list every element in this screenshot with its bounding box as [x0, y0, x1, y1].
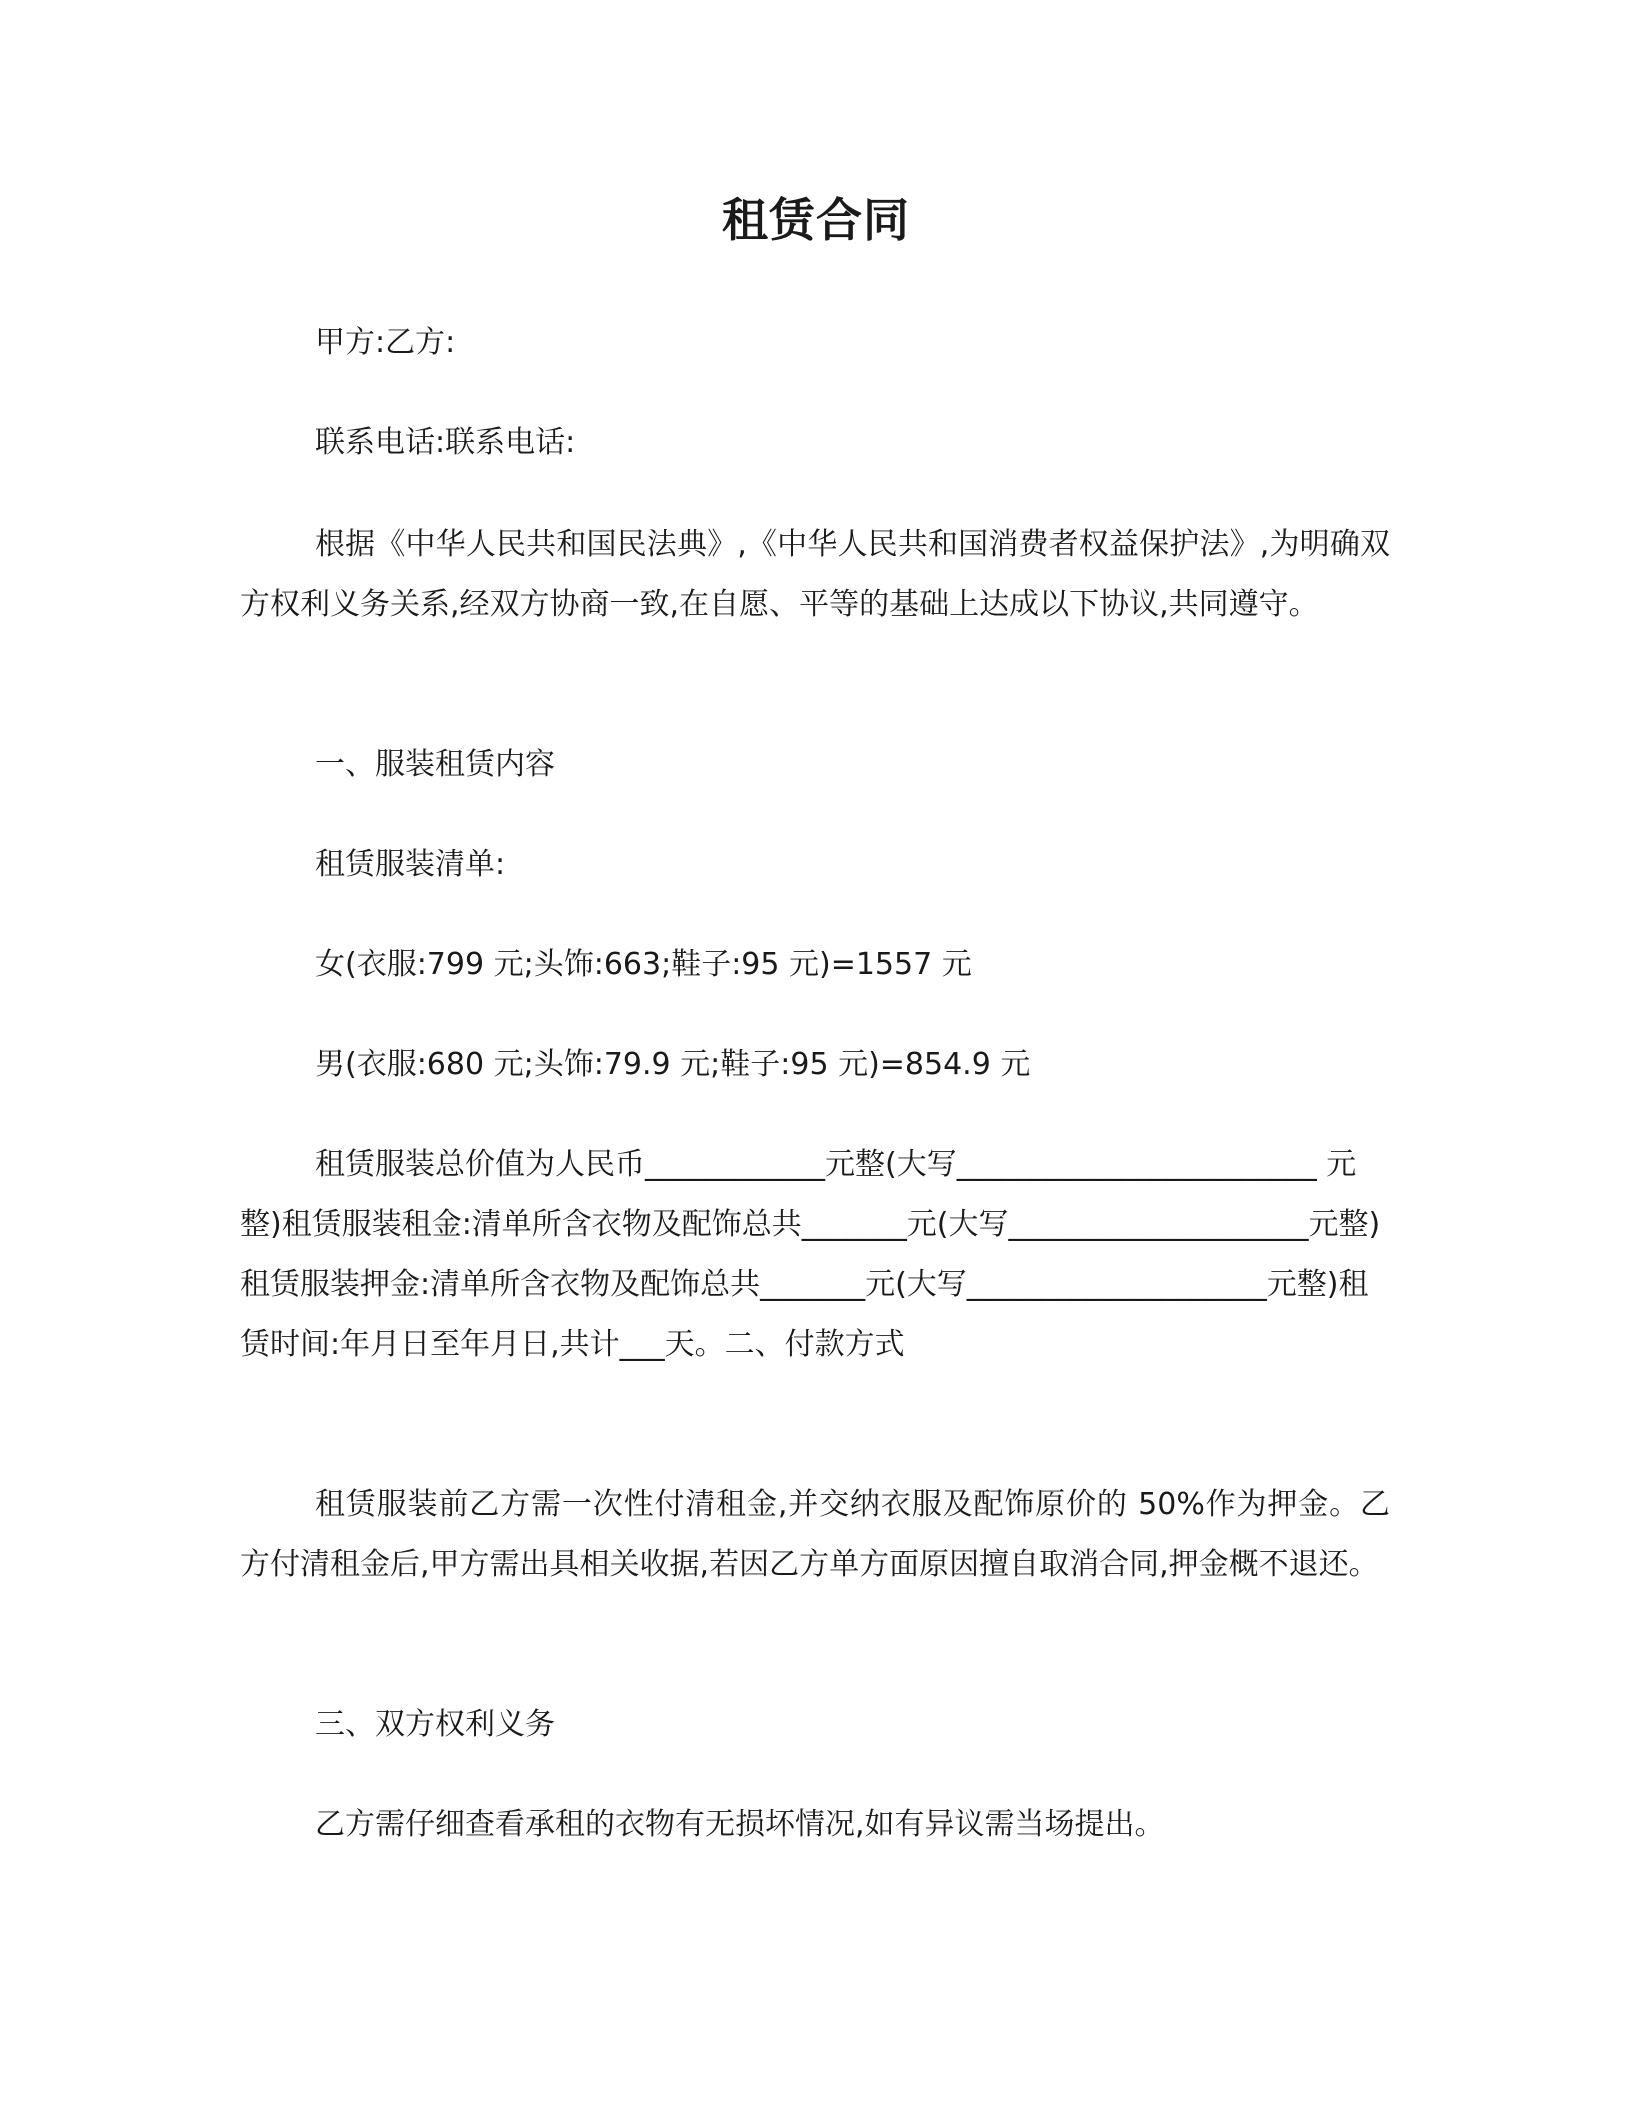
obligation-line: 乙方需仔细查看承租的衣物有无损坏情况,如有异议需当场提出。 [315, 1807, 1165, 1842]
section-3-heading: 三、双方权利义务 [315, 1707, 555, 1742]
preamble-paragraph: 根据《中华人民共和国民法典》,《中华人民共和国消费者权益保护法》,为明确双方权利义务关系,经双方协商一致,在自愿、平等的基础上达成以下协议,共同遵守。 [240, 527, 1390, 622]
rental-list-heading: 租赁服装清单: [315, 847, 506, 882]
document-title: 租赁合同 [722, 193, 910, 247]
price-paragraph: 租赁服装总价值为人民币____________元整(大写________________________ 元整)租赁服装租金:清单所含衣物及配饰总共_______元(大写____________________元整)租赁服装押金:清单所含衣物及配饰总共_______元(大写____________________元整)租赁时间:年月日至年月日,共计___天。二、付款方式 [240, 1147, 1381, 1362]
female-item-line: 女(衣服:799 元;头饰:663;鞋子:95 元)=1557 元 [315, 947, 972, 982]
phone-line: 联系电话:联系电话: [315, 425, 576, 460]
payment-paragraph: 租赁服装前乙方需一次性付清租金,并交纳衣服及配饰原价的 50%作为押金。乙方付清租金后,甲方需出具相关收据,若因乙方单方面原因擅自取消合同,押金概不退还。 [240, 1487, 1390, 1582]
section-1-heading: 一、服装租赁内容 [315, 747, 555, 782]
party-line: 甲方:乙方: [315, 325, 456, 360]
male-item-line: 男(衣服:680 元;头饰:79.9 元;鞋子:95 元)=854.9 元 [315, 1047, 1031, 1082]
